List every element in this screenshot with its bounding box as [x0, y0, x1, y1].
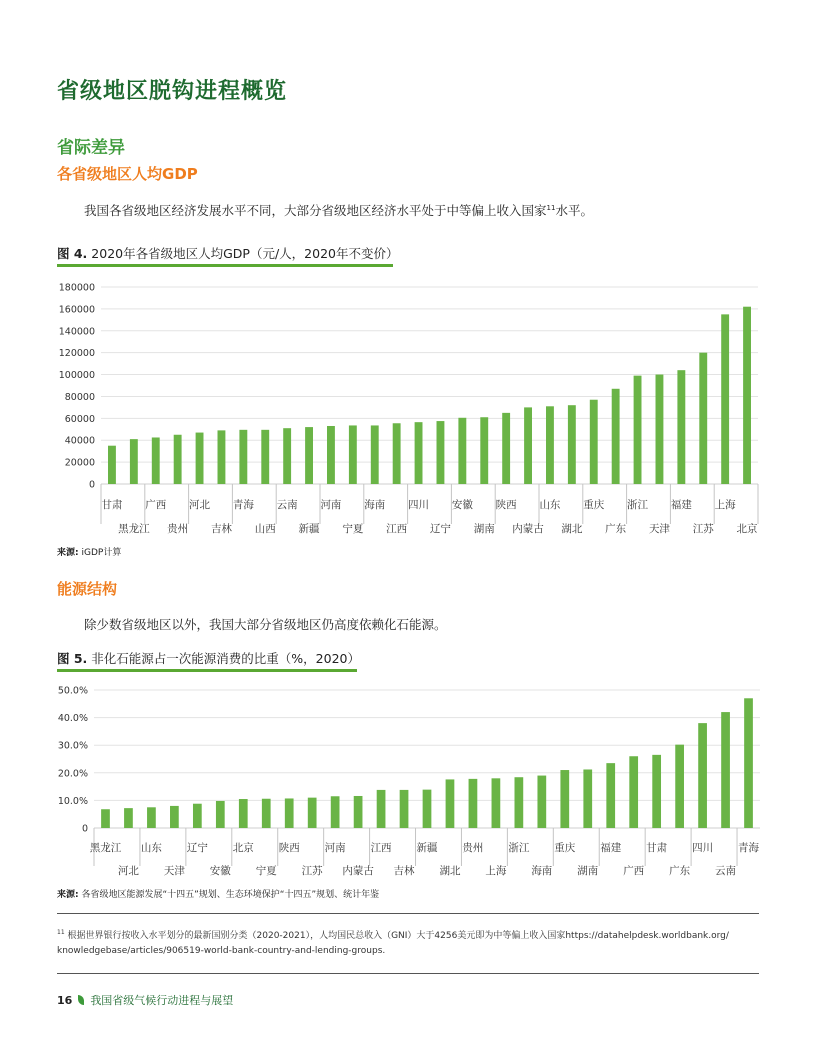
x-tick-label: 云南 — [715, 865, 737, 877]
figure-5-label: 图 5. — [57, 651, 88, 666]
bar — [721, 314, 729, 484]
x-tick-label: 上海 — [485, 865, 507, 877]
x-tick-label: 浙江 — [627, 499, 649, 511]
paragraph-gdp — [84, 201, 593, 219]
x-tick-label: 北京 — [736, 523, 758, 535]
x-tick-label: 海南 — [531, 865, 553, 877]
x-tick-label: 新疆 — [416, 842, 438, 854]
bar — [170, 806, 179, 828]
x-tick-label: 青海 — [738, 842, 760, 854]
bar — [546, 406, 554, 484]
bar — [699, 353, 707, 484]
bar — [130, 439, 138, 484]
x-tick-label: 贵州 — [167, 523, 189, 535]
x-tick-label: 浙江 — [508, 842, 530, 854]
x-tick-label: 安徽 — [451, 499, 473, 511]
bar — [415, 422, 423, 484]
chart-gdp-per-capita — [0, 275, 816, 540]
x-tick-label: 江西 — [386, 523, 408, 535]
page-number: 16 — [57, 994, 73, 1007]
x-tick-label: 陕西 — [495, 499, 517, 511]
x-tick-label: 福建 — [670, 499, 692, 511]
x-tick-label: 江苏 — [692, 523, 714, 535]
bar — [327, 426, 335, 484]
bar — [262, 799, 271, 828]
leaf-icon — [78, 995, 84, 1005]
figure-4-source-label: 来源: — [57, 548, 79, 558]
bar — [354, 796, 363, 828]
subsection-heading-gdp: 各省级地区人均GDP — [57, 165, 198, 183]
x-tick-label: 广东 — [669, 865, 691, 877]
figure-4-source-text: iGDP计算 — [81, 548, 122, 558]
bar — [590, 400, 598, 484]
chart-non-fossil-share — [0, 680, 816, 880]
y-tick-label: 0 — [88, 479, 95, 491]
bar — [446, 779, 455, 828]
bar — [285, 798, 294, 828]
bar — [331, 796, 340, 828]
bar — [480, 417, 488, 484]
bar — [744, 698, 753, 828]
x-tick-label: 四川 — [692, 842, 714, 854]
y-tick-label: 50.0% — [57, 685, 88, 697]
x-tick-label: 山西 — [254, 523, 276, 535]
bar — [216, 801, 225, 828]
subsection-heading-energy: 能源结构 — [57, 580, 118, 598]
figure-5-caption — [57, 649, 360, 667]
bar — [152, 437, 160, 484]
bar — [108, 446, 116, 484]
x-tick-label: 辽宁 — [186, 842, 208, 854]
x-tick-label: 贵州 — [462, 842, 484, 854]
footer-divider — [57, 973, 759, 974]
x-tick-label: 陕西 — [278, 842, 300, 854]
footnote-ref: 11 — [546, 203, 556, 212]
bar — [423, 790, 432, 828]
bar — [261, 430, 269, 484]
x-tick-label: 新疆 — [298, 523, 320, 535]
bar — [147, 807, 156, 828]
x-tick-label: 河南 — [324, 842, 346, 854]
bar — [349, 425, 357, 484]
figure-4-label: 图 4. — [57, 246, 88, 261]
figure-4-title: 2020年各省级地区人均GDP（元/人，2020年不变价） — [91, 246, 399, 261]
bar — [492, 778, 501, 828]
bar — [377, 790, 386, 828]
figure-4-caption — [57, 244, 398, 262]
x-tick-label: 重庆 — [583, 499, 605, 511]
x-tick-label: 江苏 — [301, 865, 323, 877]
bar — [743, 307, 751, 484]
bar — [458, 418, 466, 484]
x-tick-label: 山东 — [539, 499, 561, 511]
bar — [400, 790, 409, 828]
x-tick-label: 湖北 — [561, 523, 583, 535]
bar — [101, 809, 110, 828]
x-tick-label: 吉林 — [393, 865, 415, 877]
footnote-number: 11 — [57, 929, 65, 936]
bar — [174, 435, 182, 484]
figure-5-source-text: 各省级地区能源发展“十四五”规划、生态环境保护“十四五”规划、统计年鉴 — [81, 890, 380, 900]
x-tick-label: 辽宁 — [429, 523, 451, 535]
section-heading: 省际差异 — [57, 138, 125, 158]
y-tick-label: 120000 — [58, 348, 95, 360]
figure-5-underline — [57, 669, 357, 672]
bar — [196, 433, 204, 484]
x-tick-label: 湖北 — [439, 865, 461, 877]
bar — [283, 428, 291, 484]
footnote — [57, 925, 757, 959]
bar — [652, 755, 661, 828]
bar — [393, 423, 401, 484]
x-tick-label: 山东 — [140, 842, 162, 854]
x-tick-label: 福建 — [600, 842, 622, 854]
y-tick-label: 10.0% — [57, 795, 88, 807]
bar — [656, 375, 664, 484]
x-tick-label: 湖南 — [473, 523, 495, 535]
footnote-divider — [57, 913, 759, 914]
footnote-line-1: 根据世界银行按收入水平划分的最新国别分类（2020-2021），人均国民总收入（GNI）大于4256美元即为中等偏上收入国家https://datahelpdesk.worldbank.org/ — [67, 931, 729, 941]
y-tick-label: 160000 — [58, 304, 95, 316]
page-footer — [57, 992, 233, 1008]
bar — [583, 769, 592, 828]
y-tick-label: 40000 — [64, 435, 95, 447]
paragraph-gdp-end: 水平。 — [555, 203, 593, 218]
x-tick-label: 云南 — [276, 499, 298, 511]
x-tick-label: 青海 — [232, 499, 254, 511]
x-tick-label: 宁夏 — [342, 523, 364, 535]
x-tick-label: 四川 — [408, 499, 430, 511]
x-tick-label: 北京 — [232, 842, 254, 854]
x-tick-label: 河南 — [320, 499, 342, 511]
x-tick-label: 广西 — [145, 499, 167, 511]
footnote-line-2: knowledgebase/articles/906519-world-bank-country-and-lending-groups. — [57, 946, 386, 956]
x-tick-label: 吉林 — [210, 523, 232, 535]
x-tick-label: 海南 — [364, 499, 386, 511]
y-tick-label: 180000 — [58, 282, 95, 294]
x-tick-label: 重庆 — [554, 842, 576, 854]
figure-5-source — [57, 887, 379, 900]
y-tick-label: 80000 — [64, 391, 95, 403]
x-tick-label: 内蒙古 — [512, 523, 544, 535]
bar — [524, 407, 532, 484]
bar — [124, 808, 133, 828]
bar — [612, 389, 620, 484]
bar — [629, 756, 638, 828]
y-tick-label: 60000 — [64, 413, 95, 425]
bar — [308, 798, 317, 828]
figure-5-title: 非化石能源占一次能源消费的比重（%，2020） — [91, 651, 360, 666]
bar — [634, 376, 642, 484]
y-tick-label: 20000 — [64, 457, 95, 469]
x-tick-label: 天津 — [648, 523, 670, 535]
bar — [239, 799, 248, 828]
bar — [239, 430, 247, 484]
x-tick-label: 广西 — [623, 865, 645, 877]
y-tick-label: 100000 — [58, 370, 95, 382]
bar — [721, 712, 730, 828]
x-tick-label: 河北 — [117, 865, 139, 877]
bar — [537, 776, 546, 828]
x-tick-label: 黑龙江 — [89, 842, 122, 854]
paragraph-gdp-text: 我国各省级地区经济发展水平不同，大部分省级地区经济水平处于中等偏上收入国家 — [84, 203, 547, 218]
x-tick-label: 上海 — [714, 499, 736, 511]
x-tick-label: 甘肃 — [101, 499, 123, 511]
y-tick-label: 0 — [81, 823, 88, 835]
x-tick-label: 天津 — [163, 865, 185, 877]
y-tick-label: 20.0% — [57, 768, 88, 780]
bar — [560, 770, 569, 828]
x-tick-label: 黑龙江 — [118, 523, 150, 535]
page-title: 省级地区脱钩进程概览 — [57, 79, 288, 104]
running-title: 我国省级气候行动进程与展望 — [90, 994, 234, 1007]
paragraph-energy: 除少数省级地区以外，我国大部分省级地区仍高度依赖化石能源。 — [84, 617, 447, 632]
figure-5-source-label: 来源: — [57, 890, 79, 900]
bar — [437, 421, 445, 484]
bar — [698, 723, 707, 828]
x-tick-label: 内蒙古 — [342, 865, 374, 877]
x-tick-label: 河北 — [189, 499, 211, 511]
bar — [502, 413, 510, 484]
bar — [514, 777, 523, 828]
bar — [469, 779, 478, 828]
y-tick-label: 40.0% — [57, 713, 88, 725]
bar — [675, 745, 684, 828]
bar — [193, 804, 202, 828]
bar — [606, 763, 615, 828]
x-tick-label: 安徽 — [209, 865, 231, 877]
bar — [218, 430, 226, 484]
bar — [568, 405, 576, 484]
y-tick-label: 140000 — [58, 326, 95, 338]
x-tick-label: 甘肃 — [646, 842, 668, 854]
figure-4-underline — [57, 264, 393, 267]
bar — [371, 425, 379, 484]
bar — [305, 427, 313, 484]
figure-4-source — [57, 545, 121, 558]
y-tick-label: 30.0% — [57, 740, 88, 752]
x-tick-label: 宁夏 — [255, 865, 277, 877]
x-tick-label: 江西 — [370, 842, 392, 854]
bar — [677, 370, 685, 484]
x-tick-label: 广东 — [605, 523, 627, 535]
x-tick-label: 湖南 — [577, 865, 599, 877]
